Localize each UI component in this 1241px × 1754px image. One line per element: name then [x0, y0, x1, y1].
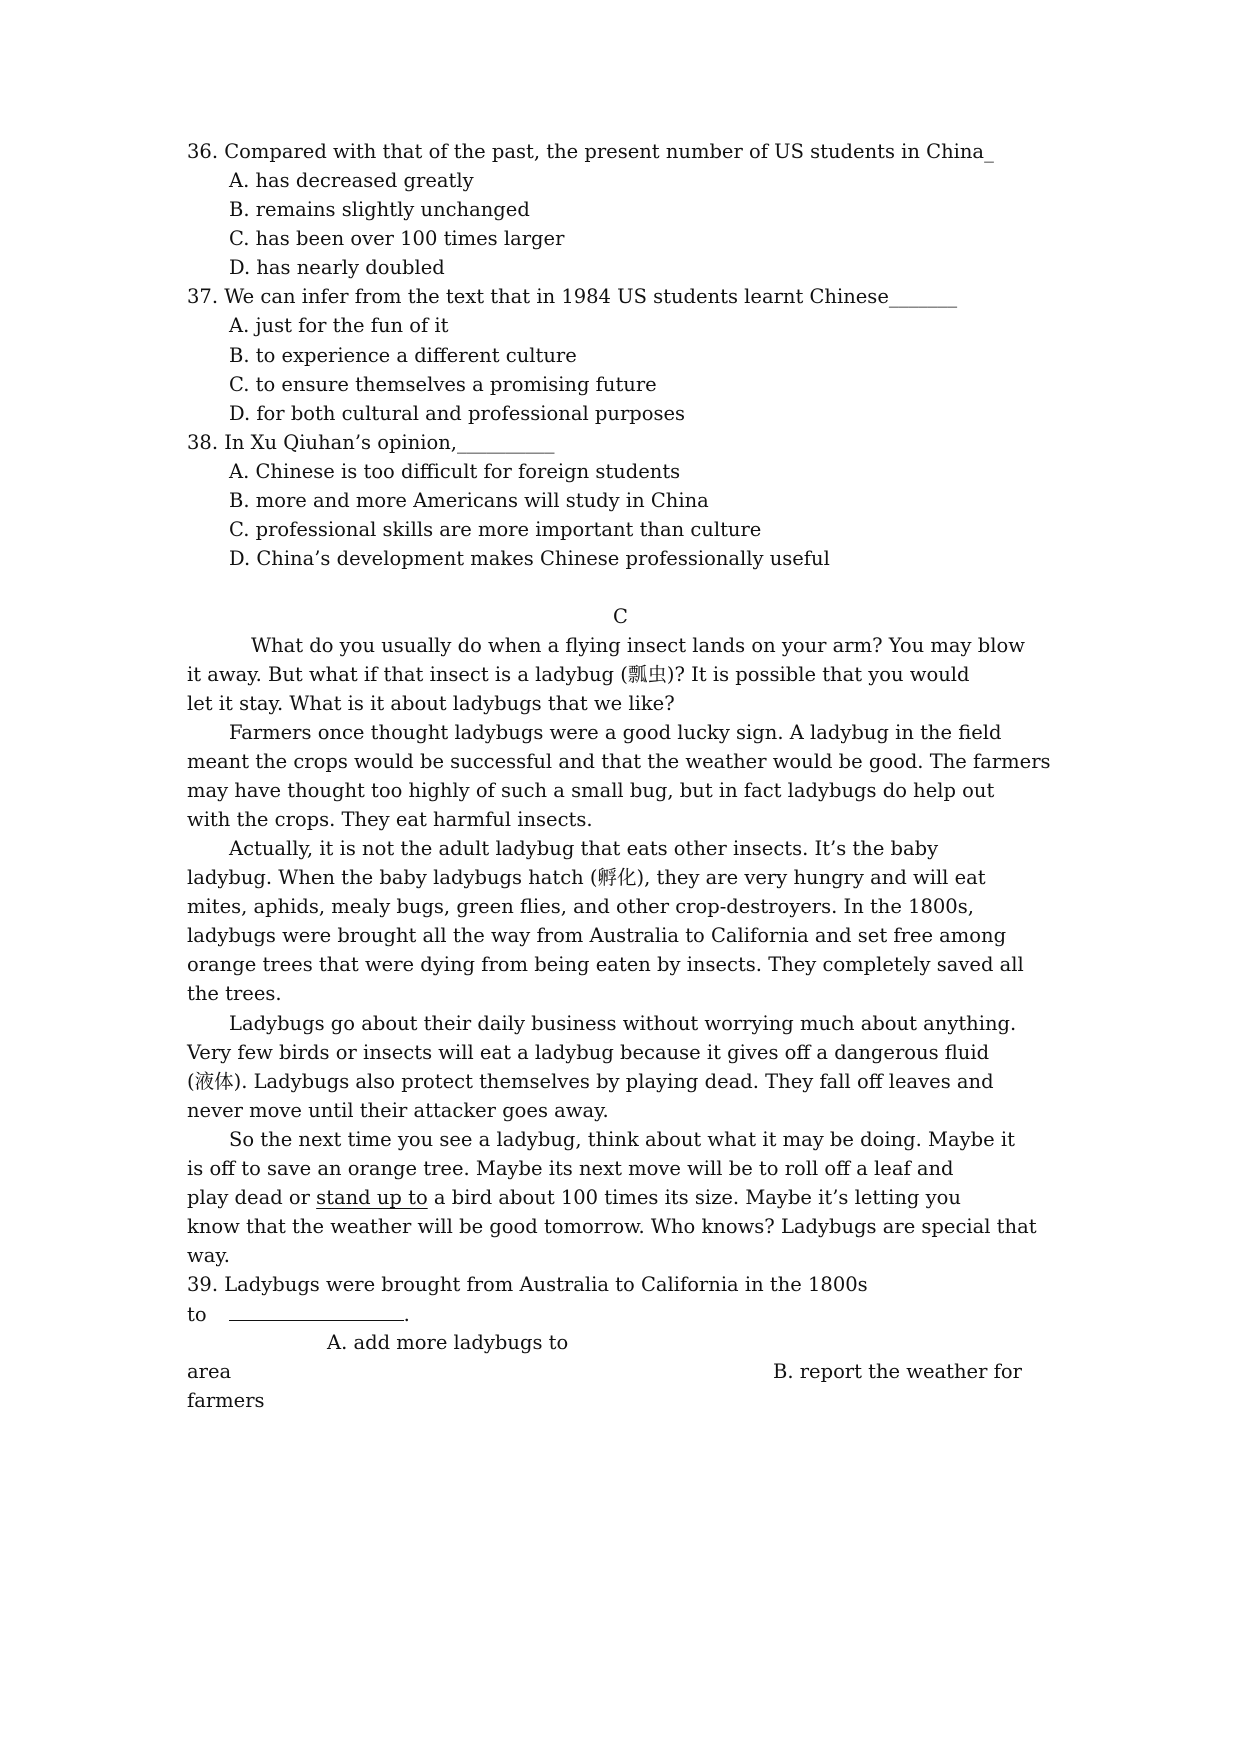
passage-line: is off to save an orange tree. Maybe its next move will be to roll off a leaf and [187, 1157, 954, 1180]
question-37-option-d: D. for both cultural and professional purposes [229, 402, 686, 425]
passage-line: way. [187, 1244, 230, 1267]
underlined-phrase: stand up to [316, 1186, 428, 1209]
answer-blank [229, 1298, 404, 1321]
question-39-period: . [403, 1303, 410, 1326]
passage-line: mites, aphids, mealy bugs, green flies, and other crop-destroyers. In the 1800s, [187, 895, 974, 918]
question-39-option-a-continued: area [187, 1360, 232, 1383]
question-38-option-c: C. professional skills are more important than culture [229, 518, 762, 541]
passage-line: never move until their attacker goes away. [187, 1099, 609, 1122]
passage-text: a bird about 100 times its size. Maybe it’s letting you [427, 1186, 961, 1209]
passage-line: know that the weather will be good tomorrow. Who knows? Ladybugs are special that [187, 1215, 1037, 1238]
passage-line: let it stay. What is it about ladybugs that we like? [187, 692, 675, 715]
question-39-option-b-continued: farmers [187, 1389, 265, 1412]
passage-line: ladybugs were brought all the way from Australia to California and set free among [187, 924, 1007, 947]
question-36-option-d: D. has nearly doubled [229, 256, 445, 279]
passage-line: (液体). Ladybugs also protect themselves by playing dead. They fall off leaves and [187, 1070, 994, 1093]
passage-line: Farmers once thought ladybugs were a good lucky sign. A ladybug in the field [229, 721, 1002, 744]
passage-line: Actually, it is not the adult ladybug that eats other insects. It’s the baby [229, 837, 939, 860]
passage-line: may have thought too highly of such a small bug, but in fact ladybugs do help out [187, 779, 995, 802]
passage-line: ladybug. When the baby ladybugs hatch (孵化), they are very hungry and will eat [187, 866, 986, 889]
passage-line: So the next time you see a ladybug, think about what it may be doing. Maybe it [229, 1128, 1015, 1151]
passage-line: the trees. [187, 982, 282, 1005]
question-37-option-c: C. to ensure themselves a promising future [229, 373, 657, 396]
question-36-option-c: C. has been over 100 times larger [229, 227, 565, 250]
passage-line: meant the crops would be successful and that the weather would be good. The farmers [187, 750, 1051, 773]
passage-line: Very few birds or insects will eat a ladybug because it gives off a dangerous fluid [187, 1041, 990, 1064]
question-39-to: to [187, 1303, 207, 1326]
question-36-option-a: A. has decreased greatly [229, 169, 474, 192]
question-39-option-a: A. add more ladybugs to [327, 1331, 569, 1354]
question-36-option-b: B. remains slightly unchanged [229, 198, 530, 221]
section-title: C [613, 605, 628, 628]
question-39-stem: 39. Ladybugs were brought from Australia to California in the 1800s [187, 1273, 868, 1296]
question-37-stem: 37. We can infer from the text that in 1984 US students learnt Chinese_______ [187, 285, 958, 308]
passage-text: play dead or [187, 1186, 317, 1209]
passage-line: with the crops. They eat harmful insects. [187, 808, 593, 831]
question-38-option-b: B. more and more Americans will study in China [229, 489, 709, 512]
question-39-option-b: B. report the weather for [773, 1360, 1022, 1383]
passage-line: What do you usually do when a flying insect lands on your arm? You may blow [251, 634, 1025, 657]
passage-line: Ladybugs go about their daily business without worrying much about anything. [229, 1012, 1017, 1035]
passage-line-with-underline [187, 1182, 1092, 1215]
question-38-option-d: D. China’s development makes Chinese professionally useful [229, 547, 830, 570]
question-38-stem: 38. In Xu Qiuhan’s opinion,__________ [187, 431, 555, 454]
passage-line: orange trees that were dying from being eaten by insects. They completely saved all [187, 953, 1024, 976]
question-38-option-a: A. Chinese is too difficult for foreign students [229, 460, 681, 483]
question-36-stem: 36. Compared with that of the past, the present number of US students in China_ [187, 140, 994, 163]
passage-line: it away. But what if that insect is a ladybug (瓢虫)? It is possible that you would [187, 663, 970, 686]
question-37-option-a: A. just for the fun of it [229, 314, 449, 337]
question-37-option-b: B. to experience a different culture [229, 344, 577, 367]
